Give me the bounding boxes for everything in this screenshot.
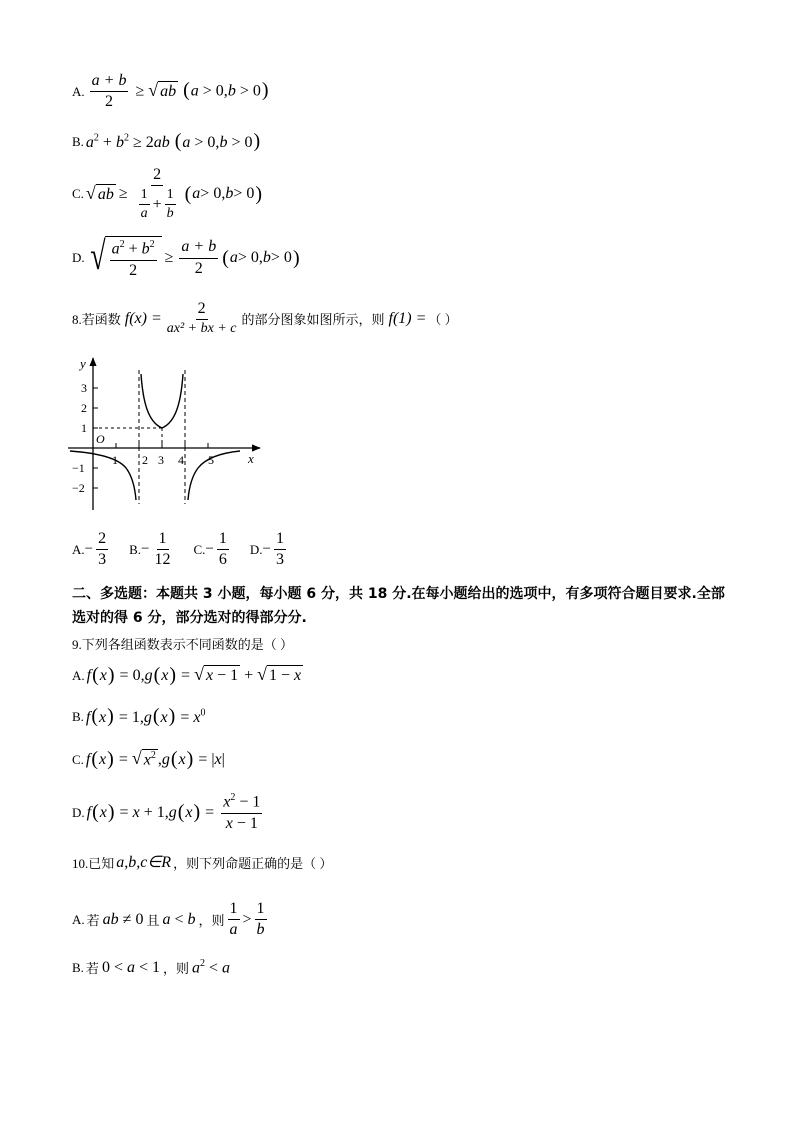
q9-a-formula: f ( x ) = 0, g ( x ) = √ x − 1 + √ 1 − x (86, 664, 302, 686)
y-tick-label: 2 (81, 401, 87, 415)
q10-option-b: B. 若 0 < a < 1 ，则 $a^2 < a$ (72, 958, 231, 977)
q8-options (72, 530, 289, 570)
x-tick-label: 2 (142, 453, 148, 467)
y-axis-label: y (80, 356, 86, 371)
q7-d-formula: √ $\frac{a^2 + b^2}{2}$ ≥ $\frac{a + b}{2}$ ( a > 0, b > 0 ) (89, 233, 300, 279)
x-axis-label: x (248, 451, 254, 466)
curve-middle (141, 374, 183, 428)
q7-option-c (72, 166, 263, 223)
x-tick-label: 1 (112, 453, 118, 467)
q8-option-a: A. − $\frac{2}{3}$ (72, 530, 107, 569)
origin-label: O (96, 432, 105, 446)
q7-option-d (72, 233, 301, 280)
y-tick-label: −1 (72, 461, 85, 475)
q9-option-a: A. f ( x ) = 0, g ( x ) = √ x − 1 + √ 1 − x (72, 664, 302, 686)
q9-option-d: D. f ( x ) = x + 1, g ( x ) = $\frac{x^2 - 1}{x - 1}$ (72, 792, 265, 833)
q8-graph (68, 352, 268, 512)
curve-right (188, 451, 240, 500)
q10-option-a: A. 若 ab ≠ 0 且 a < b ，则 $\frac{1}{a}$ > $\frac{1}{b}$ (72, 900, 265, 939)
option-label: B. (72, 133, 84, 149)
q9-option-c: C. f ( x ) = √ $x^2$ , g ( x ) = | x | (72, 747, 225, 770)
q8-stem (72, 300, 458, 337)
q10-math: a,b,c∈R (116, 854, 172, 871)
x-tick-label: 4 (178, 453, 184, 467)
q9-c-formula: f ( x ) = √ $x^2$ , g ( x ) = | x | (85, 747, 225, 770)
q7-b-formula: $a^2 + b^2 \ge 2ab$ (a > 0,b > 0) (85, 130, 261, 152)
q9-stem: 9.下列各组函数表示不同函数的是（ ） (72, 637, 294, 652)
q8-fraction: $\frac{2}{\text{ax² + bx + c}}$ (166, 300, 237, 337)
option-label: D. (72, 250, 85, 266)
x-tick-label: 5 (208, 453, 214, 467)
q8-ask: f(1) = (388, 309, 427, 327)
section-2-heading: 二、多选题：本题共 3 小题，每小题 6 分，共 18 分.在每小题给出的选项中，有多项符合题目要求.全部选对的得 6 分，部分选对的得部分分. (72, 586, 725, 626)
q8-blank: （ ） (428, 312, 458, 328)
y-tick-label: 3 (81, 381, 87, 395)
q7-option-b (72, 130, 261, 153)
q7-option-a (72, 72, 270, 112)
q9-d-formula: f ( x ) = x + 1, g ( x ) = $\frac{x^2 - 1}{x - 1}$ (86, 792, 261, 832)
option-label: C. (72, 186, 84, 202)
q7-c-formula: √ ab ≥ 2 $\frac{1}{a}$ + $\frac{1}{b}$ ( a > 0, b > 0 ) (85, 166, 263, 222)
option-label: A. (72, 83, 85, 99)
x-tick-label: 3 (158, 453, 164, 467)
q7-a-formula: $\frac{a + b}{2}$ ≥ √ ab (a > 0,b > 0) (91, 72, 269, 111)
q8-option-c: C. − $\frac{1}{6}$ (193, 530, 227, 569)
q9-option-b: B. $f(x) = 1,g(x) = x^0$ (72, 705, 206, 727)
q8-option-d: D. − $\frac{1}{3}$ (249, 530, 284, 569)
y-tick-label: −2 (72, 481, 85, 495)
q8-suffix: 的部分图象如图所示，则 (241, 312, 385, 328)
q8-prefix: 8.若函数 (72, 312, 121, 328)
q8-func-lhs: f(x) = (124, 309, 162, 327)
q8-option-b: B. − $\frac{1}{12}$ (129, 530, 171, 569)
q10-stem: 10.已知 a,b,c∈R ，则下列命题正确的是（ ） (72, 854, 333, 871)
q9-b-formula: $f(x) = 1,g(x) = x^0$ (85, 705, 206, 727)
y-tick-label: 1 (81, 421, 87, 435)
